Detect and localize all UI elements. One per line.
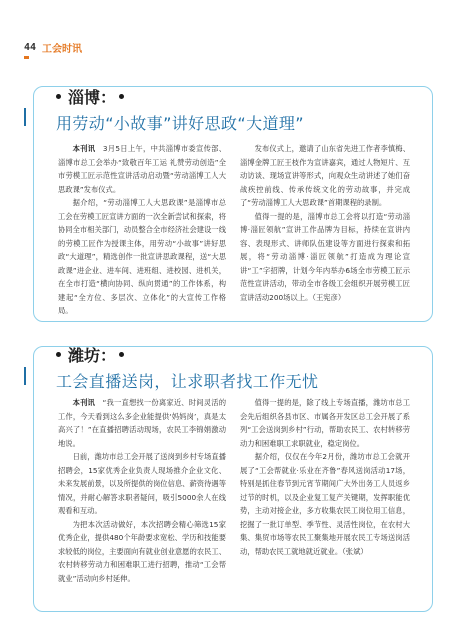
paragraph: 发布仪式上，邀请了山东省先进工作者李慎梅、淄博金牌工匠王枝作为宣讲嘉宾，通过人物短片、互动访谈、现场宣讲等形式，向观众生动讲述了她们奋战疾控前线、传承传统文化的劳动故事，并完成了“劳动淄博工人大思政课”首期课程的录制。 xyxy=(240,144,410,207)
paragraph-lead: 本刊讯 xyxy=(72,398,96,407)
page-number: 44 xyxy=(24,42,37,53)
article-column-left xyxy=(58,396,226,585)
city-name: 潍坊： xyxy=(68,345,117,365)
bullet-dot-icon xyxy=(119,94,124,99)
paragraph: 值得一提的是，除了线上专场直播，潍坊市总工会先后组织各县市区、市属各开发区总工会开展了系列“工会送岗到乡村”行动，帮助农民工、农村转移劳动力和困难职工求职就业，稳定岗位。 xyxy=(240,398,410,448)
paragraph: 值得一提的是，淄博市总工会将以打造“劳动淄博·淄匠领航”宣讲工作品牌为目标，持续在宣讲内容、表现形式、讲师队伍建设等方面进行探索和拓展，将“劳动淄博·淄匠领航”打造成为理论宣讲“工”字招牌，计划今年内举办6场全市劳模工匠示范性宣讲活动，带动全市各级工会组织开展劳模工匠宣讲活动200场以上。（王宪彦） xyxy=(240,211,410,302)
city-name: 淄博： xyxy=(68,87,117,107)
article-title-block xyxy=(56,344,318,392)
paragraph: 本刊讯 3月5日上午，中共淄博市委宣传部、淄博市总工会举办“致敬百年工运 礼赞劳动创造”全市劳模工匠示范性宣讲活动启动暨“劳动淄博工人大思政课”发布仪式。 xyxy=(58,144,227,194)
paragraph: 据介绍，“劳动淄博工人大思政课”是淄博市总工会在劳模工匠宣讲方面的一次全新尝试和探索，将协同全市相关部门，动员整合全市经济社会建设一线的劳模工匠作为授课主体，用劳动“小故事”讲好思政“大道理”，精选创作一批宣讲思政课程，送“大思政课”进企业、进车间、进班组、进校园、进机关，在全市打造“横向协同、纵向贯通”的工作体系，构建起“全方位、多层次、立体化”的大宣传工作格局。 xyxy=(58,198,226,315)
header-accent-bar xyxy=(24,56,29,59)
paragraph: 本刊讯 “我一直想找一份离家近、时间灵活的工作，今天看到这么多企业能提供‘妈妈岗’，真是太高兴了！”在直播招聘活动现场，农民工李锦娟激动地说。 xyxy=(58,398,227,448)
city-heading xyxy=(56,86,304,106)
paragraph: 日前，潍坊市总工会开展了送岗到乡村专场直播招聘会，15家优秀企业负责人现场推介企业文化、未来发展前景，以及所提供的岗位信息、薪资待遇等情况，并耐心解答求职者疑问，吸引5000余人在线观看和互动。 xyxy=(58,452,226,515)
bullet-dot-icon xyxy=(56,94,61,99)
bullet-dot-icon xyxy=(56,352,61,357)
article-column-left xyxy=(58,142,226,318)
card-accent-bar xyxy=(24,367,26,385)
article-headline: 工会直播送岗，让求职者找工作无忧 xyxy=(56,372,319,391)
article-column-right xyxy=(240,142,410,304)
page-header xyxy=(24,40,82,55)
card-accent-bar xyxy=(24,108,26,126)
paragraph: 据介绍，仅仅在今年2月份，潍坊市总工会就开展了“工会帮就业·乐业在齐鲁”春风送岗活动17场，特别是抓住春节到元宵节期间广大外出务工人员返乡过节的时机，以及企业复工复产关键期，发挥职能优势，主动对接企业，多方收集农民工岗位用工信息，挖掘了一批订单型、季节性、灵活性岗位，在农村大集、集贸市场等农民工聚集地开展农民工专场送岗活动，帮助农民工就地就近就业。（张斌） xyxy=(240,452,410,556)
paragraph-lead: 本刊讯 xyxy=(72,144,96,153)
paragraph: 为把本次活动做好，本次招聘会精心筛选15家优秀企业，提供480个年龄要求宽松、学历和技能要求较低的岗位，主要面向有就业创业意愿的农民工、农村转移劳动力和困难职工进行招聘，推动“工会帮就业”活动向乡村延伸。 xyxy=(58,519,226,583)
bullet-dot-icon xyxy=(119,352,124,357)
article-headline: 用劳动“小故事”讲好思政“大道理” xyxy=(56,114,304,133)
article-column-right xyxy=(240,396,410,558)
section-title: 工会时讯 xyxy=(42,44,83,55)
article-title-block xyxy=(56,86,304,134)
city-heading xyxy=(56,344,318,364)
